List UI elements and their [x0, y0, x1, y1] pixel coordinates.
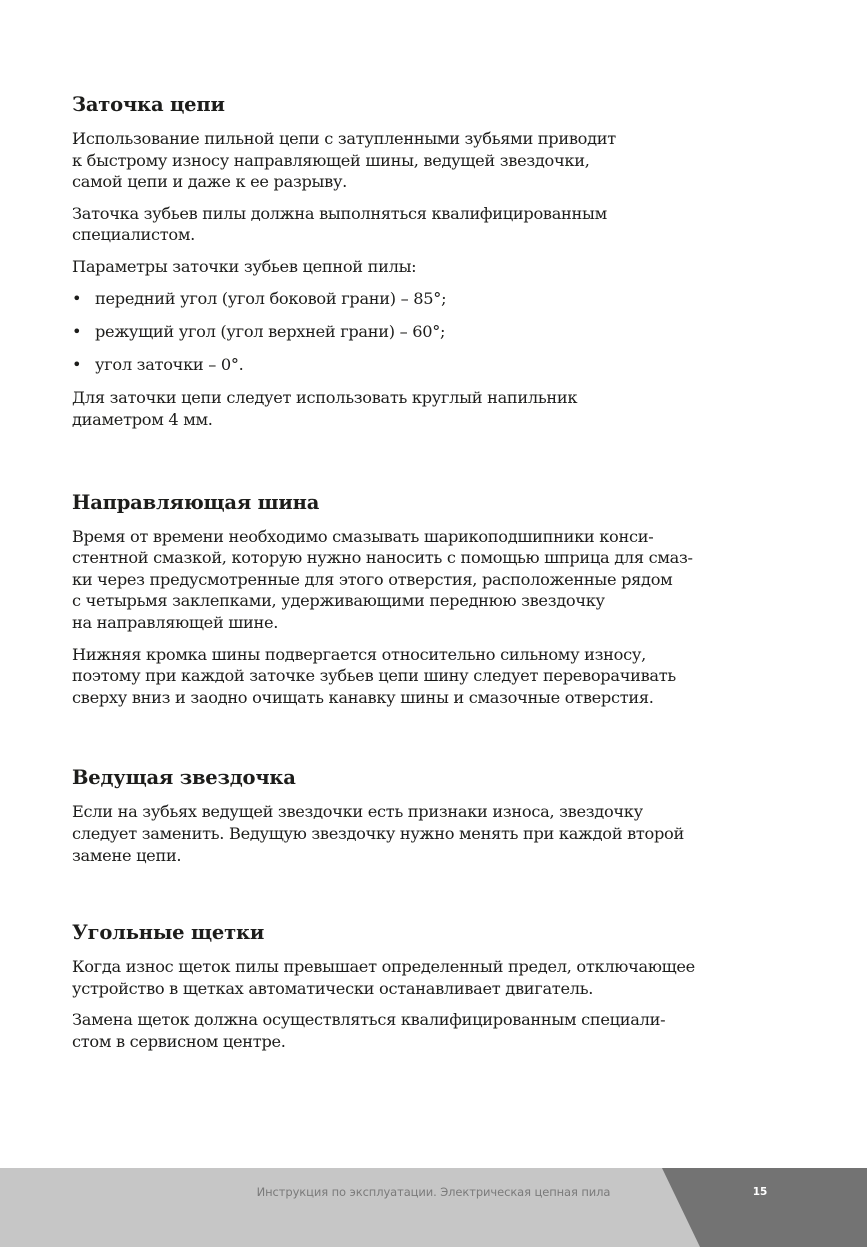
section-carbon-brushes	[72, 920, 792, 1052]
section-drive-sprocket	[72, 765, 792, 866]
section-guide-bar	[72, 490, 792, 709]
page-content	[72, 92, 792, 1112]
list-item	[72, 321, 792, 343]
list-item-text: передний угол (угол боковой грани) – 85°;	[95, 288, 447, 308]
paragraph: Если на зубьях ведущей звездочки есть признаки износа, звездочку следует заменить. Ведущую звездочку нужно менять при каждой второй замене цепи.	[72, 802, 684, 865]
sharpening-parameters-list	[72, 288, 792, 376]
paragraph: Нижняя кромка шины подвергается относительно сильному износу, поэтому при каждой заточке зубьев цепи шину следует переворачивать сверху вниз и заодно очищать канавку шины и смазочные отверстия.	[72, 644, 676, 707]
list-item-text: угол заточки – 0°.	[95, 355, 244, 375]
page-number: 15	[752, 1186, 768, 1198]
list-item	[72, 288, 792, 310]
page-footer	[0, 1168, 867, 1247]
paragraph: Когда износ щеток пилы превышает определенный предел, отключающее устройство в щетках автоматически останавливает двигатель.	[72, 957, 695, 998]
list-item	[72, 354, 792, 376]
paragraph: Замена щеток должна осуществляться квалифицированным специали- стом в сервисном центре.	[72, 1010, 666, 1051]
section-heading: Заточка цепи	[72, 93, 225, 116]
paragraph: Для заточки цепи следует использовать круглый напильник диаметром 4 мм.	[72, 388, 578, 429]
paragraph: Параметры заточки зубьев цепной пилы:	[72, 256, 417, 276]
bullet-icon: •	[72, 355, 82, 375]
section-heading: Ведущая звездочка	[72, 766, 296, 790]
paragraph: Использование пильной цепи с затупленными зубьями приводит к быстрому износу направляющей шины, ведущей звездочки, самой цепи и даже к ее разрыву.	[72, 129, 616, 192]
section-heading: Направляющая шина	[72, 490, 320, 514]
bullet-icon: •	[72, 288, 82, 308]
bullet-icon: •	[72, 321, 82, 341]
footer-title: Инструкция по эксплуатации. Электрическая цепная пила	[256, 1185, 611, 1199]
paragraph: Заточка зубьев пилы должна выполняться квалифицированным специалистом.	[72, 203, 607, 245]
paragraph: Время от времени необходимо смазывать шарикоподшипники конси- стентной смазкой, которую нужно наносить с помощью шприца для смаз- ки через предусмотренные для этого отверстия, расположенные рядом с четырьмя заклепками, удерживающими переднюю звездочку на направляющей шине.	[72, 526, 693, 632]
section-chain-sharpening	[72, 92, 792, 431]
list-item-text: режущий угол (угол верхней грани) – 60°;	[95, 321, 446, 341]
section-heading: Угольные щетки	[72, 921, 265, 945]
